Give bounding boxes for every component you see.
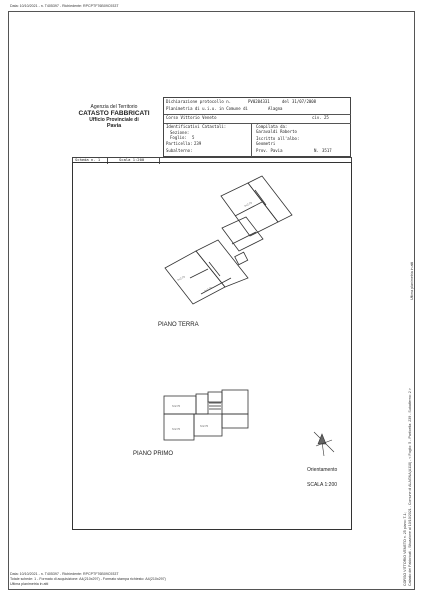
catasto-title: CATASTO FABBRICATI: [78, 110, 150, 117]
foglio-label: Foglio:: [170, 135, 187, 140]
particella-value: 239: [194, 141, 202, 146]
indirizzo-value: Corso Vittorio Veneto: [166, 115, 217, 120]
scala-bottom-label: SCALA 1:200: [307, 482, 338, 488]
footer-request-info: Data: 10/10/2021 - n. T405397 - Richiedente: RPCPTF76B09C933T: [10, 572, 119, 576]
header-request-info: Data: 10/10/2021 - n. T405397 - Richiedente: RPCPTF76B09C933T: [10, 4, 119, 8]
piano-terra-plan: [165, 176, 292, 304]
footer-last-plan: Ultima planimetria in atti: [10, 582, 49, 586]
province-name: Pavia: [106, 123, 122, 129]
piano-primo-label: PIANO PRIMO: [133, 451, 174, 457]
pp-room-tags: [172, 404, 209, 431]
n-label: N.: [314, 148, 319, 153]
piano-terra-label: PIANO TERRA: [158, 322, 199, 328]
identificativi-label: Identificativi Catastali:: [166, 124, 227, 129]
sezione-label: Sezione:: [170, 130, 190, 135]
del-label: del: [282, 99, 290, 104]
agency-name: Agenzia del Territorio: [90, 104, 138, 110]
right-vertical-address: CORSO VITTORIO VENETO n. 25 piano: T-1;: [403, 512, 407, 586]
civico-value: 25: [324, 115, 329, 120]
pp-room-b: [196, 394, 208, 414]
dichiarazione-label: Dichiarazione protocollo n.: [166, 99, 232, 104]
pt-room-tags: [177, 200, 253, 292]
prov-label: Prov. Pavia: [256, 148, 283, 153]
svg-text:h=2.70: h=2.70: [172, 428, 181, 431]
n-value: 3517: [322, 148, 332, 153]
foglio-value: 5: [192, 135, 195, 140]
dichiarazione-value: PV0204331: [248, 99, 270, 104]
svg-text:h=2.70: h=2.70: [177, 275, 186, 282]
compilata-label: Compilata da:: [256, 124, 288, 129]
subalterno-label: Subalterno:: [166, 148, 193, 153]
right-vertical-small: Ultima planimetria in atti: [410, 261, 414, 300]
comune-value: Alagna: [268, 106, 283, 111]
compilata-value: Garavaldi Roberto: [256, 129, 297, 134]
orientamento-label: Orientamento: [307, 467, 338, 473]
svg-text:h=2.70: h=2.70: [172, 405, 181, 408]
right-vertical-situation: Catasto dei Fabbricati - Situazione al 10/10/2021 - Comune di ALAGNA(A118) - < Foglio: 5 - Particella: 239 - Subalterno: 2 >: [408, 388, 412, 586]
compass-icon: [314, 432, 334, 456]
particella-label: Particella:: [166, 141, 193, 146]
scheda-label: Scheda n. 1: [75, 157, 101, 162]
del-value: 31/07/2008: [292, 99, 317, 104]
iscritto-label: Iscritto all'albo:: [256, 136, 300, 141]
pp-room-d: [164, 414, 194, 440]
scala-label: Scala 1:200: [119, 157, 145, 162]
pp-room-f: [222, 414, 248, 428]
svg-text:h=2.70: h=2.70: [204, 286, 213, 293]
pp-room-c: [222, 390, 248, 414]
iscritto-value: Geometri: [256, 141, 276, 146]
pt-room-middle: [222, 217, 263, 251]
pt-room-lower-right: [196, 240, 248, 287]
pp-stair-landing: [208, 392, 222, 402]
pt-room-upper: [221, 183, 278, 236]
piano-primo-plan: [164, 390, 248, 440]
svg-text:h=2.70: h=2.70: [200, 425, 209, 428]
pt-room-upper-right: [248, 176, 292, 222]
svg-text:h=2.70: h=2.70: [244, 201, 253, 208]
planimetria-label: Planimetria di u.i.u. in Comune di: [166, 106, 248, 111]
pt-room-lower-left: [165, 251, 225, 304]
pt-stair: [235, 252, 248, 265]
civico-label: civ.: [312, 115, 322, 120]
footer-format-info: Totale schede: 1 - Formato di acquisizione: A4(210x297) - Formato stampa richiesto: A4(210x297): [10, 577, 166, 581]
ufficio-label: Ufficio Provinciale di: [89, 117, 139, 123]
